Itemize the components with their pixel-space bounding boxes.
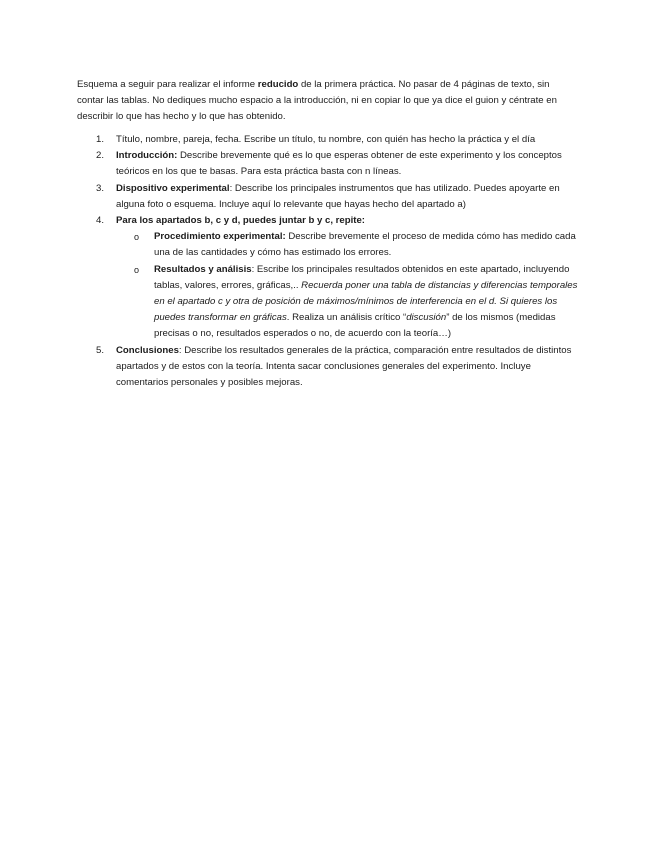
intro-bold-word: reducido <box>257 79 299 90</box>
item-text: Título, nombre, pareja, fecha. Escribe un título, tu nombre, con quién has hecho la práctica y el día <box>116 134 536 145</box>
list-item-conclusiones <box>77 343 582 392</box>
list-item-title <box>77 132 582 148</box>
item-label: Dispositivo experimental <box>116 182 230 194</box>
intro-paragraph <box>77 77 577 126</box>
item-label: Introducción: <box>116 150 178 162</box>
sub-item-italic-2: discusión <box>406 312 447 324</box>
intro-text-1: Esquema a seguir para realizar el informe <box>77 79 258 90</box>
item-number: 4. <box>96 215 105 227</box>
bullet-icon: o <box>134 232 140 243</box>
bullet-icon: o <box>134 264 140 275</box>
item-label: Para los apartados b, c y d, puedes juntar b y c, repite: <box>116 215 365 227</box>
sub-item-text-3: ” de los mismos (medidas precisas o no, resultados esperados o no, de acuerdo con la teoría…) <box>154 312 556 340</box>
sub-item-italic-1: Recuerda poner una tabla de distancias y diferencias temporales en el apartado c y otra de posición de máximos/mínimos de interferencia en el d. Si quieres los puedes transformar en gráficas <box>154 279 578 324</box>
outline-list <box>77 132 582 391</box>
list-item-dispositivo <box>77 181 582 213</box>
list-item-introduccion <box>77 148 582 180</box>
sub-item-text-1: : Escribe los principales resultados obtenidos en este apartado, incluyendo tablas, valores, errores, gráficas,.. <box>154 263 570 291</box>
sub-item-label: Resultados y análisis <box>154 263 252 275</box>
item-number: 3. <box>96 182 105 194</box>
intro-text-2: de la primera práctica. No pasar de 4 páginas de texto, sin contar las tablas. No dediques mucho espacio a la introducción, ni en copiar lo que ya dice el guion y céntrate en describir lo que has hecho y lo que has obtenido. <box>77 79 557 123</box>
item-text: : Describe los resultados generales de la práctica, comparación entre resultados de distintos apartados y de estos con la teoría. Intenta sacar conclusiones generales del experimento. Incluye comentarios personales y posibles mejoras. <box>116 344 572 389</box>
sub-item-text-2: . Realiza un análisis crítico “ <box>286 312 407 324</box>
sub-item-label: Procedimiento experimental: <box>154 231 286 243</box>
item-label: Conclusiones <box>116 344 179 356</box>
item-number: 5. <box>96 344 105 356</box>
item-text: : Describe los principales instrumentos que has utilizado. Puedes apoyarte en alguna foto o esquema. Incluye aquí lo relevante que hayas hecho del apartado a) <box>116 182 560 210</box>
list-item-apartados <box>77 213 582 343</box>
item-number: 1. <box>96 134 105 145</box>
sub-item-resultados <box>116 262 582 343</box>
item-text: Describe brevemente qué es lo que esperas obtener de este experimento y los conceptos teóricos en los que te basas. Para esta práctica basta con n líneas. <box>116 150 562 178</box>
sub-item-procedimiento <box>116 229 582 261</box>
sub-list <box>116 229 582 342</box>
item-number: 2. <box>96 150 105 162</box>
sub-item-text: Describe brevemente el proceso de medida cómo has medido cada una de las cantidades y cómo has estimado los errores. <box>154 231 576 259</box>
